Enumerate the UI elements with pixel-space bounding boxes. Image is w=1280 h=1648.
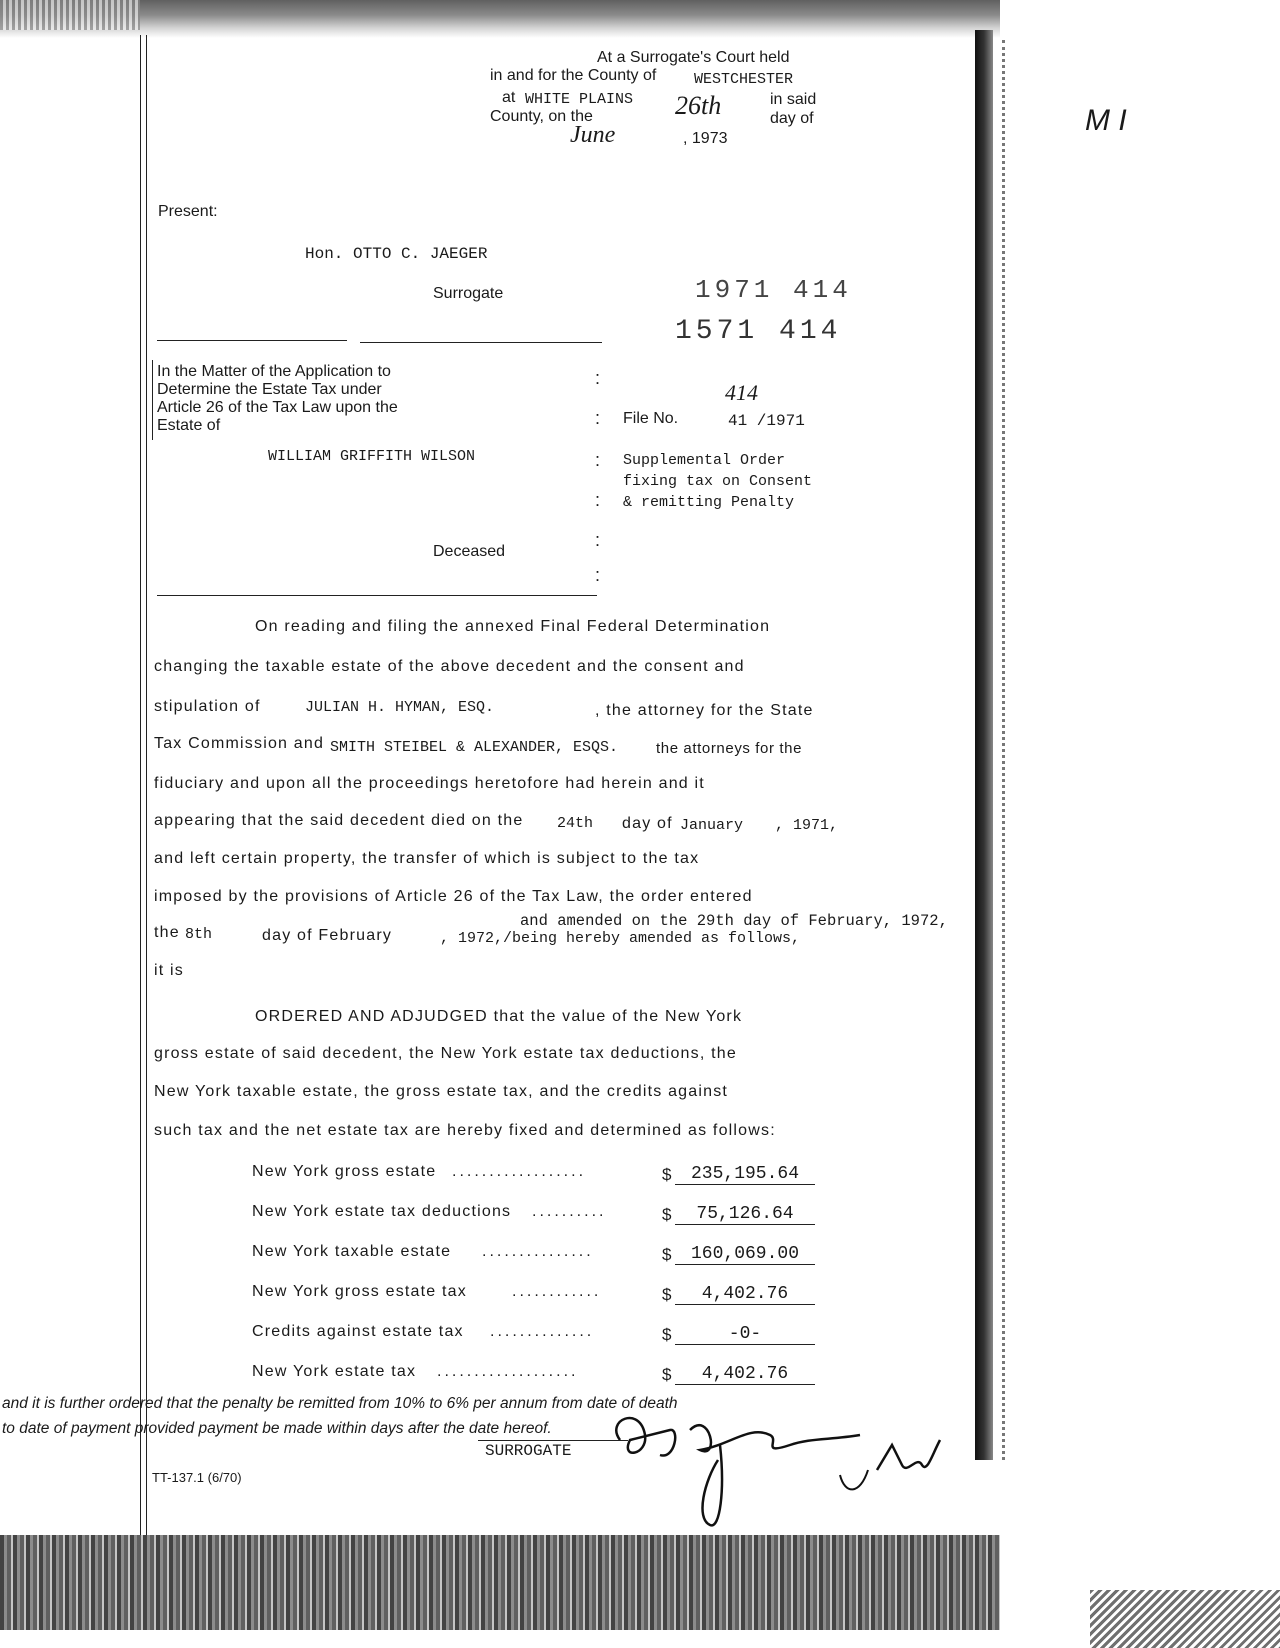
tax-line-label: New York estate tax: [252, 1363, 417, 1380]
scan-artifact-right-edge: [975, 30, 993, 1460]
decedent-name: WILLIAM GRIFFITH WILSON: [268, 448, 476, 465]
dot-leader: ............: [512, 1283, 602, 1300]
court-header-in-said: in said: [770, 91, 817, 108]
body-line-3b: , the attorney for the State: [595, 702, 814, 719]
body-line-10a: the: [154, 924, 180, 941]
body-line-5: fiduciary and upon all the proceedings heretofore had herein and it: [154, 775, 705, 792]
penalty-remission-note-line1: and it is further ordered that the penalty be remitted from 10% to 6% per annum from date of death: [2, 1395, 678, 1412]
tax-line-amount: 160,069.00: [675, 1244, 815, 1265]
scan-artifact-top-left: [0, 0, 140, 30]
body-line-1: On reading and filing the annexed Final Federal Determination: [255, 618, 771, 635]
death-year: , 1971,: [775, 817, 839, 834]
hearing-month-handwritten: June: [570, 122, 616, 148]
place-name: WHITE PLAINS: [525, 91, 634, 108]
surrogate-signature: [600, 1400, 870, 1540]
caption-line1: In the Matter of the Application to: [157, 363, 391, 380]
ordered-adjudged-line: ORDERED AND ADJUDGED that the value of the New York: [255, 1008, 743, 1025]
currency-symbol: $: [662, 1205, 672, 1224]
body-line-14: New York taxable estate, the gross estate tax, and the credits against: [154, 1083, 729, 1100]
left-margin-rule-inner: [146, 35, 147, 1535]
caption-colon: :: [595, 530, 601, 550]
currency-symbol: $: [662, 1165, 672, 1184]
body-line-8: imposed by the provisions of Article 26 of the Tax Law, the order entered: [154, 888, 753, 905]
margin-mark: M I: [1085, 104, 1127, 137]
dot-leader: ...............: [482, 1243, 594, 1260]
caption-colon: :: [595, 368, 601, 388]
body-line-10b: day of February: [262, 927, 393, 944]
tax-line-amount: 4,402.76: [675, 1284, 815, 1305]
court-header-day-of: day of: [770, 110, 814, 127]
caption-rule-top-left: [157, 340, 347, 341]
body-line-6a: appearing that the said decedent died on the: [154, 812, 524, 829]
scan-artifact-bottom-right: [1090, 1590, 1280, 1648]
court-header-line1: At a Surrogate's Court held: [597, 49, 790, 66]
body-line-2: changing the taxable estate of the above decedent and the consent and: [154, 658, 745, 675]
tax-line-label: New York estate tax deductions: [252, 1203, 512, 1220]
tax-line-amount: 235,195.64: [675, 1164, 815, 1185]
left-margin-rule-outer: [140, 35, 141, 1535]
caption-colon: :: [595, 450, 601, 470]
tax-line-amount: 75,126.64: [675, 1204, 815, 1225]
fiduciary-attorney-firm: SMITH STEIBEL & ALEXANDER, ESQS.: [330, 739, 619, 756]
caption-colon: :: [595, 408, 601, 428]
tax-line-amount: 4,402.76: [675, 1364, 815, 1385]
caption-line2: Determine the Estate Tax under: [157, 381, 382, 398]
court-header-line4: County, on the: [490, 108, 593, 125]
body-line-4a: Tax Commission and: [154, 735, 325, 752]
judge-name: Hon. OTTO C. JAEGER: [305, 245, 488, 263]
deceased-label: Deceased: [433, 543, 506, 560]
court-header-line3: at: [502, 89, 516, 106]
scan-artifact-top: [0, 0, 1000, 38]
dot-leader: ..........: [532, 1203, 607, 1220]
tax-line-label: New York taxable estate: [252, 1243, 452, 1260]
tax-line-label: Credits against estate tax: [252, 1323, 464, 1340]
death-month: January: [680, 817, 744, 834]
tax-line-amount: -0-: [675, 1324, 815, 1345]
file-number-value: 41 /1971: [728, 412, 805, 430]
body-line-10c: , 1972,/being hereby amended as follows,: [440, 930, 801, 947]
caption-colon: :: [595, 565, 601, 585]
body-line-7: and left certain property, the transfer of which is subject to the tax: [154, 850, 700, 867]
body-line-4b: the attorneys for the: [656, 740, 803, 757]
currency-symbol: $: [662, 1285, 672, 1304]
tax-line-label: New York gross estate: [252, 1163, 437, 1180]
death-day: 24th: [557, 815, 594, 832]
body-line-6b: day of: [622, 815, 673, 832]
form-number: TT-137.1 (6/70): [152, 1470, 242, 1485]
body-line-11: it is: [154, 962, 184, 979]
order-title-line3: & remitting Penalty: [623, 494, 795, 511]
file-number-handwritten: 414: [725, 380, 758, 405]
body-line-15: such tax and the net estate tax are hereby fixed and determined as follows:: [154, 1122, 776, 1139]
present-label: Present:: [158, 203, 218, 220]
hearing-year: , 1973: [683, 130, 728, 147]
stamp-number-top: 1971 414: [695, 275, 852, 305]
dot-leader: ..............: [490, 1323, 595, 1340]
signature-label: SURROGATE: [485, 1442, 572, 1460]
dot-leader: ...................: [437, 1363, 579, 1380]
court-header-line2: in and for the County of: [490, 67, 657, 84]
penalty-remission-note-line2: to date of payment provided payment be made within days after the date hereof.: [2, 1420, 552, 1437]
initials-mark: [872, 1435, 942, 1485]
currency-symbol: $: [662, 1325, 672, 1344]
caption-line4: Estate of: [157, 417, 221, 434]
order-day: 8th: [185, 926, 213, 943]
currency-symbol: $: [662, 1365, 672, 1384]
stamp-number-bottom: 1571 414: [675, 316, 842, 347]
caption-left-bracket: [152, 360, 153, 440]
caption-line3: Article 26 of the Tax Law upon the: [157, 399, 398, 416]
caption-rule-top-right: [360, 342, 602, 343]
surrogate-title: Surrogate: [433, 285, 504, 302]
scan-artifact-bottom: [0, 1535, 1000, 1630]
caption-rule-bottom: [157, 595, 597, 596]
state-attorney-name: JULIAN H. HYMAN, ESQ.: [305, 699, 495, 716]
order-title-line1: Supplemental Order: [623, 452, 786, 469]
order-title-line2: fixing tax on Consent: [623, 473, 813, 490]
dot-leader: ..................: [452, 1163, 587, 1180]
county-name: WESTCHESTER: [694, 71, 794, 88]
scan-artifact-dotted-right: [1002, 40, 1011, 1460]
amendment-insert: and amended on the 29th day of February, 1972,: [520, 912, 948, 930]
file-number-label: File No.: [623, 410, 679, 427]
signature-line: [478, 1440, 628, 1441]
tax-line-label: New York gross estate tax: [252, 1283, 467, 1300]
caption-colon: :: [595, 490, 601, 510]
body-line-3a: stipulation of: [154, 698, 261, 715]
body-line-13: gross estate of said decedent, the New York estate tax deductions, the: [154, 1045, 737, 1062]
hearing-day-handwritten: 26th: [675, 91, 722, 120]
currency-symbol: $: [662, 1245, 672, 1264]
